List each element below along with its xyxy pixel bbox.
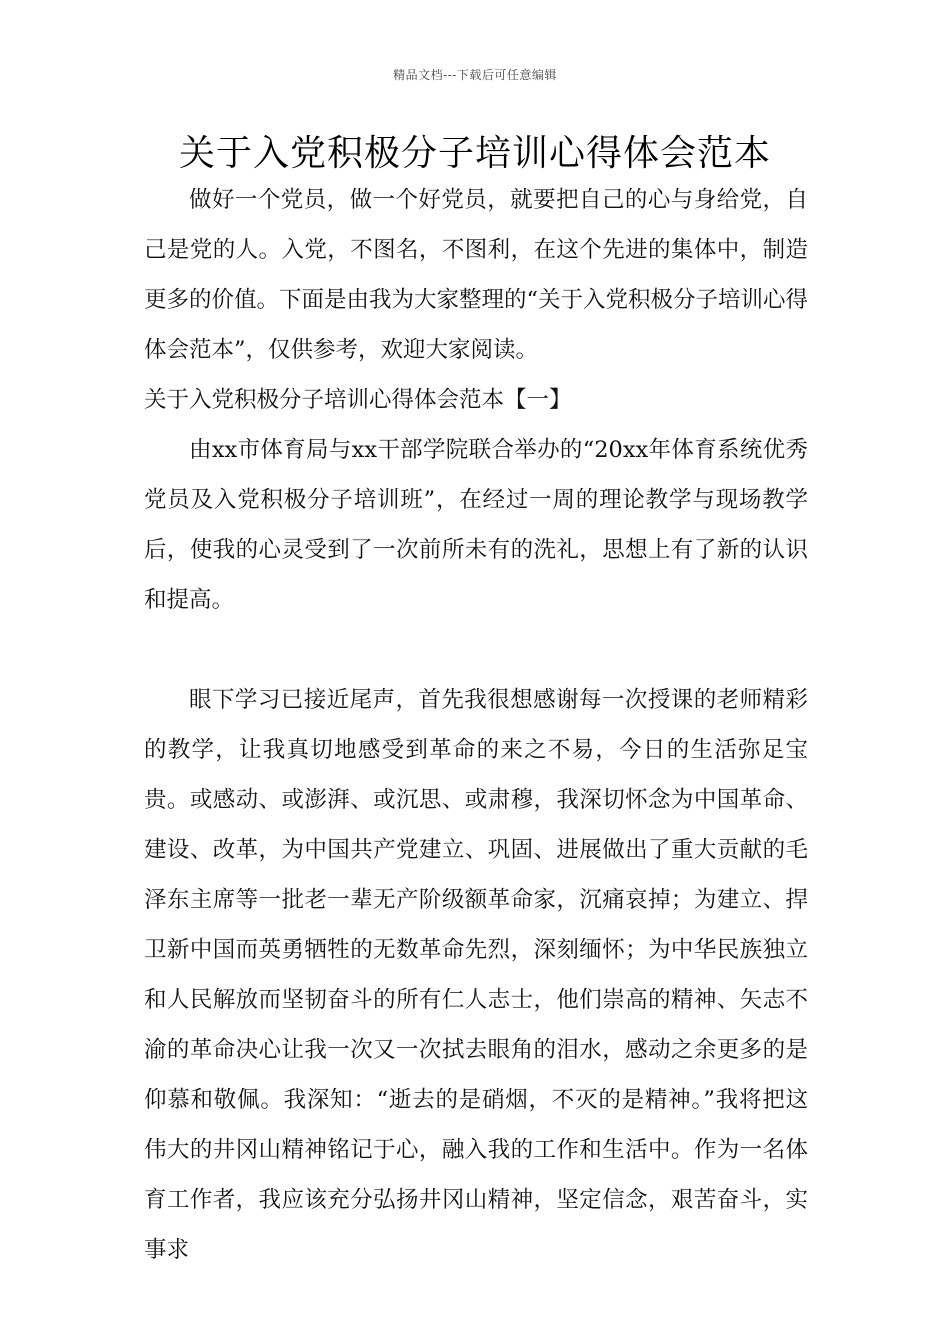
body-paragraph-2: 眼下学习已接近尾声，首先我很想感谢每一次授课的老师精彩的教学，让我真切地感受到革命的来之不易，今日的生活弥足宝贵。或感动、或澎湃、或沉思、或肃穆，我深切怀念为中国革命、建设、改革，为中国共产党建立、巩固、进展做出了重大贡献的毛泽东主席等一批老一辈无产阶级额革命家，沉痛哀掉；为建立、捍卫新中国而英勇牺牲的无数革命先烈，深刻缅怀；为中华民族独立和人民解放而坚韧奋斗的所有仁人志士，他们崇高的精神、矢志不渝的革命决心让我一次又一次拭去眼角的泪水，感动之余更多的是仰慕和敬佩。我深知：“逝去的是硝烟，不灭的是精神。”我将把这伟大的井冈山精神铭记于心，融入我的工作和生活中。作为一名体育工作者，我应该充分弘扬井冈山精神，坚定信念，艰苦奋斗，实事求	[144, 687, 808, 1263]
intro-paragraph: 做好一个党员，做一个好党员，就要把自己的心与身给党，自己是党的人。入党，不图名，不图利，在这个先进的集体中，制造更多的价值。下面是由我为大家整理的“关于入党积极分子培训心得体会范本”，仅供参考，欢迎大家阅读。	[144, 187, 809, 363]
document-title: 关于入党积极分子培训心得体会范本	[178, 133, 771, 174]
section-heading: 关于入党积极分子培训心得体会范本【一】	[144, 387, 572, 413]
body-paragraph-1: 由xx市体育局与xx干部学院联合举办的“20xx年体育系统优秀党员及入党积极分子培训班”，在经过一周的理论教学与现场教学后，使我的心灵受到了一次前所未有的洗礼，思想上有了新的认识和提高。	[144, 437, 808, 613]
header-note: 精品文档---下载后可任意编辑	[393, 68, 557, 82]
